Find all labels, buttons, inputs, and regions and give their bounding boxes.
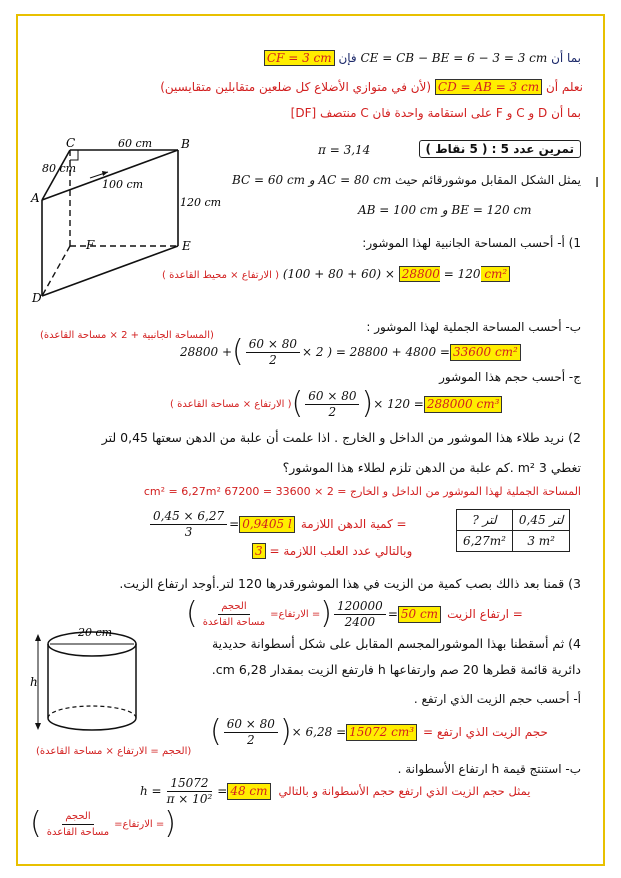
header-line-3: بما أن D و C و F على استقامة واحدة فان C منتصف [DF] [290,106,581,120]
table-cell: ? لتر [457,510,513,531]
proportion-table [456,509,570,552]
header-line2-highlight: CD = AB = 3 cm [435,79,542,95]
exercise-title [419,142,581,157]
label-d: D [32,291,42,305]
q1b-answer: 33600 cm² [450,344,521,361]
label-b: B [181,137,190,151]
cylinder-figure [30,622,155,740]
q4a-formula: (الحجم = الارتفاع × مساحة القاعدة) [36,746,192,757]
q2b-text: تغطي 3 m² .كم علبة من الدهن تلزم لطلاء هذا الموشور؟ [282,460,581,475]
q2-answer-line-2 [252,544,412,559]
q3-formula-lhs: الارتفاع = [278,608,321,620]
q2-paint-quantity: 0,9405 l [239,516,295,533]
q4c-statement: يمثل حجم الزيت الذي ارتفع حجم الأسطوانة و بالتالي [278,783,531,798]
label-a: A [31,191,40,205]
q1b-answer-line: 28800 + ( $\frac{60 \times 80}{2}$ × 2 ) = 28800 + 4800 = 33600 cm² [180,335,521,369]
q4c-formula-lhs: الارتفاع = [122,818,165,830]
label-e: E [182,239,191,253]
q1a-formula: ( الارتفاع × محيط القاعدة ) [162,270,279,281]
header-line1-highlight: CF = 3 cm [264,50,335,66]
q4a-text: أ- أحسب حجم الزيت الذي ارتفع . [413,692,581,706]
q4a-answer: 15072 cm³ [346,724,417,741]
q2-text: 2) نريد طلاء هذا الموشور من الداخل و الخارج . اذا علمت أن علبة من الدهن سعتها 0,45 لتر [101,430,581,445]
given1-text: يمثل الشكل المقابل موشورقائم حيث [395,173,581,187]
table-cell: 6,27m² [457,531,513,552]
dim-ca: 80 cm [42,162,77,175]
q4-text: 4) ثم أسقطنا بهذا الموشورالمجسم المقابل على شكل أسطوانة حديدية [211,636,581,651]
q1a-answer: 28800 cm² [399,266,511,282]
dim-be: 120 cm [180,196,222,209]
q4a-fraction: $\frac{60 \times 80}{2}$ [224,717,278,748]
q4c-answer: 48 cm [227,783,270,800]
q1a-calc: (60 + 80 + 100) × 120 = [282,267,481,281]
q1c-answer: 288000 cm³ [424,396,503,413]
q4c-answer-line: h = $\frac{15072}{\text{π × 10²}}$ = 48 cm يمثل حجم الزيت الذي ارتفع حجم الأسطوانة و بالتالي [140,775,531,806]
q4a-calc-post: × 6,28 = [291,724,347,739]
q1b-calc-pre: 28800 + [180,344,233,359]
given-line-2: AB = 100 cm و BE = 120 cm [358,203,532,217]
exercise-title-box: تمرين عدد 5 : ( 5 نقاط ) [419,140,581,158]
q1c-answer-line: ( الارتفاع × مساحة القاعدة ) ( $\frac{60 \times 80}{2}$ ) × 120 = 288000 cm³ [170,386,502,422]
header-line-2 [160,80,583,95]
q1c-text: ج- أحسب حجم هذا الموشور [439,370,581,384]
header-line1-then: فإن [338,51,357,65]
given1-math: AC = 80 cm و BC = 60 cm [231,173,392,187]
q4c-formula: ( $\frac{\text{الحجم}}{\text{مساحة القاعدة}}$ = الارتفاع = ) [30,806,176,841]
table-cell: 3 m² [512,531,569,552]
given-line-1 [232,173,581,188]
q1a-answer-line [162,267,510,283]
roman-numeral: I [595,176,599,191]
header-line2-reason: (لأن في متوازي الأضلاع كل ضلعين متقابلين متقايسين) [160,80,432,94]
q2-total-area: المساحة الجملية لهذا الموشور من الداخل و الخارج = 2 × 33600 = 67200 cm² = 6,27m² [143,485,581,498]
header-line1-eq: CE = CB − BE = 6 − 3 = 3 cm [360,51,548,65]
q1c-calc-post: × 120 = [373,396,424,411]
q3-label: ارتفاع الزيت = [447,606,523,621]
header-line1-prefix: بما أن [551,51,581,65]
q1b-text: ب- أحسب المساحة الجملية لهذا الموشور : [366,320,581,334]
q2-cans-label: = وبالتالي عدد العلب اللازمة [269,544,413,558]
q3-answer: 50 cm [398,606,441,623]
q4c-fraction: $\frac{15072}{\text{π × 10²}}$ [166,775,213,806]
cylinder-diameter: 20 cm [78,626,113,639]
q2-fraction: $\frac{0,45 \times 6,27}{3}$ [150,509,227,540]
q3-fraction: $\frac{120000}{2400}$ [334,599,386,630]
dim-cb: 60 cm [118,137,153,150]
q4c-lhs: h = [140,783,162,798]
q3-formula-fraction: $\frac{\text{الحجم}}{\text{مساحة القاعدة}}$ [202,600,266,628]
q4a-label: = حجم الزيت الذي ارتفع [423,724,548,739]
q1b-formula: (المساحة الجانبية + 2 × مساحة القاعدة) [40,330,214,341]
q1b-fraction: $\frac{60 \times 80}{2}$ [246,337,300,368]
table-cell: 0,45 لتر [512,510,569,531]
q2-paint-label: = كمية الدهن اللازمة [300,516,407,531]
q3-text: 3) قمنا بعد ذالك بصب كمية من الزيت في هذا الموشورقدرها 120 لتر.أوجد ارتفاع الزيت. [119,576,581,591]
q1c-formula: ( الارتفاع × مساحة القاعدة ) [170,398,292,410]
header-line2-prefix: نعلم أن [545,80,583,94]
q2-cans-count: 3 [252,543,266,559]
cylinder-height: h [30,675,38,689]
pi-value: π = 3,14 [318,143,371,157]
header-line-1 [264,51,581,66]
dim-ab: 100 cm [102,178,144,191]
q2-answer-line-1: $\frac{0,45 \times 6,27}{3}$ = 0,9405 l = كمية الدهن اللازمة [148,505,407,543]
q1b-calc-post: × 2 ) = 28800 + 4800 = [302,344,450,359]
q3-answer-line: ( $\frac{\text{الحجم}}{\text{مساحة القاعدة}}$ = الارتفاع = ) $\frac{120000}{2400}$ = 50 cm ارتفاع الزيت = [186,596,523,631]
q1a-text: 1) أ- أحسب المساحة الجانبية لهذا الموشور: [362,236,581,250]
label-f: F [86,238,95,252]
q4c-formula-fraction: $\frac{\text{الحجم}}{\text{مساحة القاعدة}}$ [46,810,110,838]
q1c-fraction: $\frac{60 \times 80}{2}$ [305,389,359,420]
q4b-text: دائرية قائمة قطرها 20 صم وارتفاعها h فارتفع الزيت بمقدار 6,28 cm. [211,662,581,677]
q4a-answer-line: ( $\frac{60 \times 80}{2}$ ) × 6,28 = 15072 cm³ = حجم الزيت الذي ارتفع [210,714,548,749]
label-c: C [66,136,76,150]
q4c-text: ب- استنتج قيمة h ارتفاع الأسطوانة . [397,762,581,776]
